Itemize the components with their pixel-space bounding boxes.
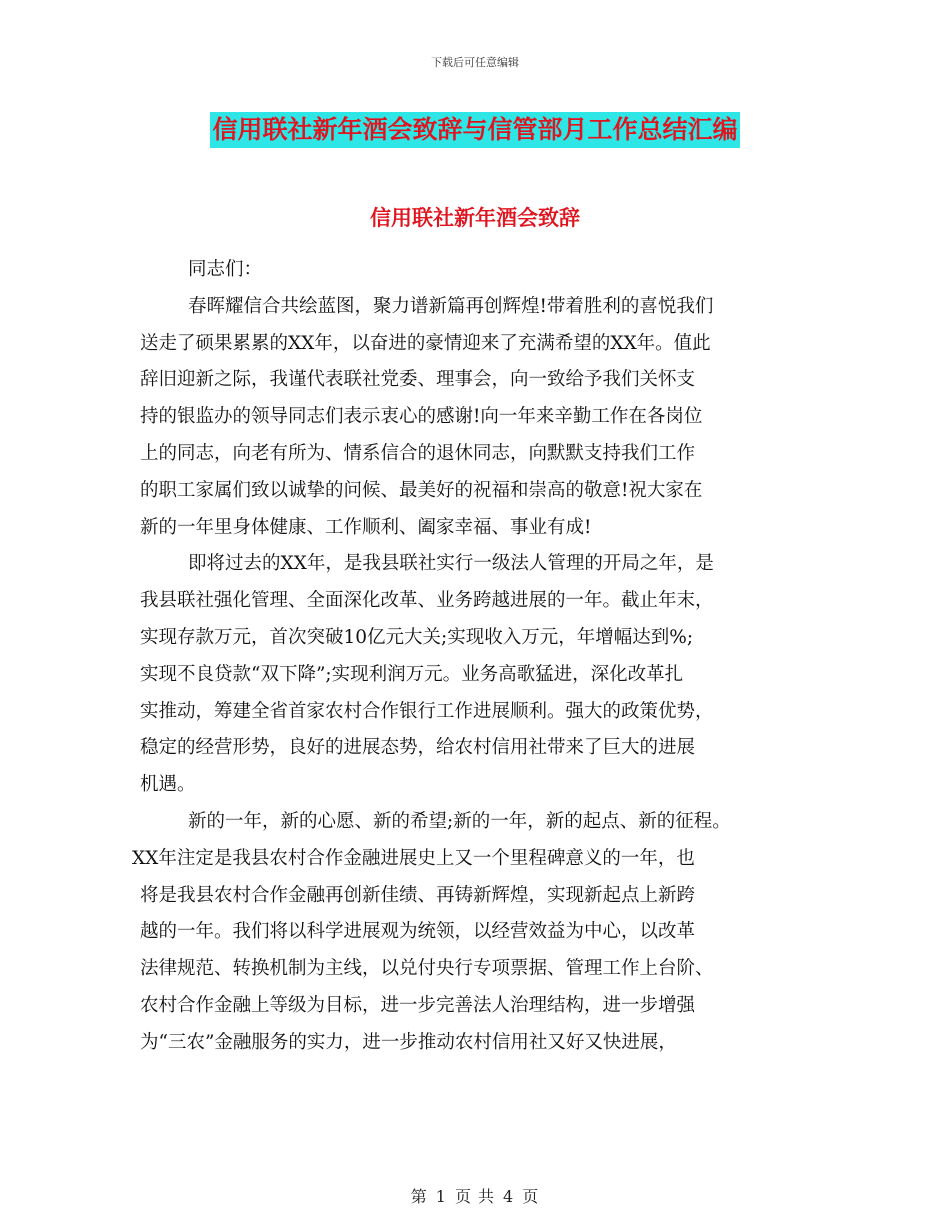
section-title: 信用联社新年酒会致辞 xyxy=(370,205,580,230)
paragraph-line: 持的银监办的领导同志们表示衷心的感谢!向一年来辛勤工作在各岗位 xyxy=(140,406,703,428)
document-body xyxy=(132,252,840,1062)
paragraph-line: 的职工家属们致以诚挚的问候、最美好的祝福和崇高的敬意!祝大家在 xyxy=(140,479,703,501)
paragraph-line: 新的一年里身体健康、工作顺利、阖家幸福、事业有成! xyxy=(140,516,592,538)
paragraph-line: 我县联社强化管理、全面深化改革、业务跨越进展的一年。截止年末， xyxy=(140,590,714,612)
paragraph-line: 春晖耀信合共绘蓝图，聚力谱新篇再创辉煌!带着胜利的喜悦我们 xyxy=(188,295,714,317)
paragraph-line: XX年注定是我县农村合作金融进展史上又一个里程碑意义的一年，也 xyxy=(132,847,695,869)
paragraph-line: 稳定的经营形势，良好的进展态势，给农村信用社带来了巨大的进展 xyxy=(140,737,696,759)
paragraph-line: 即将过去的XX年，是我县联社实行一级法人管理的开局之年，是 xyxy=(188,553,714,575)
page-label-suffix: 页 xyxy=(522,1187,540,1206)
paragraph-line: 实推动，筹建全省首家农村合作银行工作进展顺利。强大的政策优势， xyxy=(140,700,714,722)
paragraph-line: 机遇。 xyxy=(140,774,196,796)
paragraph-line: 实现存款万元，首次突破10亿元大关;实现收入万元，年增幅达到%; xyxy=(140,626,694,648)
paragraph-line: 将是我县农村合作金融再创新佳绩、再铸新辉煌，实现新起点上新跨 xyxy=(140,884,696,906)
paragraph-line: 辞旧迎新之际，我谨代表联社党委、理事会，向一致给予我们关怀支 xyxy=(140,369,696,391)
paragraph-line: 上的同志，向老有所为、情系信合的退休同志，向默默支持我们工作 xyxy=(140,442,696,464)
header-note: 下载后可任意编辑 xyxy=(431,56,519,69)
document-title: 信用联社新年酒会致辞与信管部月工作总结汇编 xyxy=(210,112,739,148)
paragraph-line: 农村合作金融上等级为目标，进一步完善法人治理结构，进一步增强 xyxy=(140,994,696,1016)
paragraph-line: 法律规范、转换机制为主线，以兑付央行专项票据、管理工作上台阶、 xyxy=(140,958,714,980)
paragraph-line: 实现不良贷款“双下降”;实现利润万元。业务高歌猛进，深化改革扎 xyxy=(140,663,684,685)
paragraph-line: 越的一年。我们将以科学进展观为统领，以经营效益为中心，以改革 xyxy=(140,921,696,943)
paragraph-line: 为“三农”金融服务的实力，进一步推动农村信用社又好又快进展， xyxy=(140,1031,677,1053)
paragraph-line: 送走了硕果累累的XX年，以奋进的豪情迎来了充满希望的XX年。值此 xyxy=(140,332,711,354)
paragraph-line: 新的一年，新的心愿、新的希望;新的一年，新的起点、新的征程。 xyxy=(188,810,731,832)
salutation-line: 同志们： xyxy=(188,259,263,280)
page-label-prefix: 第 xyxy=(410,1187,428,1206)
total-pages-number: 4 xyxy=(503,1187,515,1206)
page-label-mid: 页 共 xyxy=(454,1187,496,1206)
current-page-number: 1 xyxy=(435,1187,447,1206)
document-title-container xyxy=(0,112,950,148)
page-footer xyxy=(0,1184,950,1207)
